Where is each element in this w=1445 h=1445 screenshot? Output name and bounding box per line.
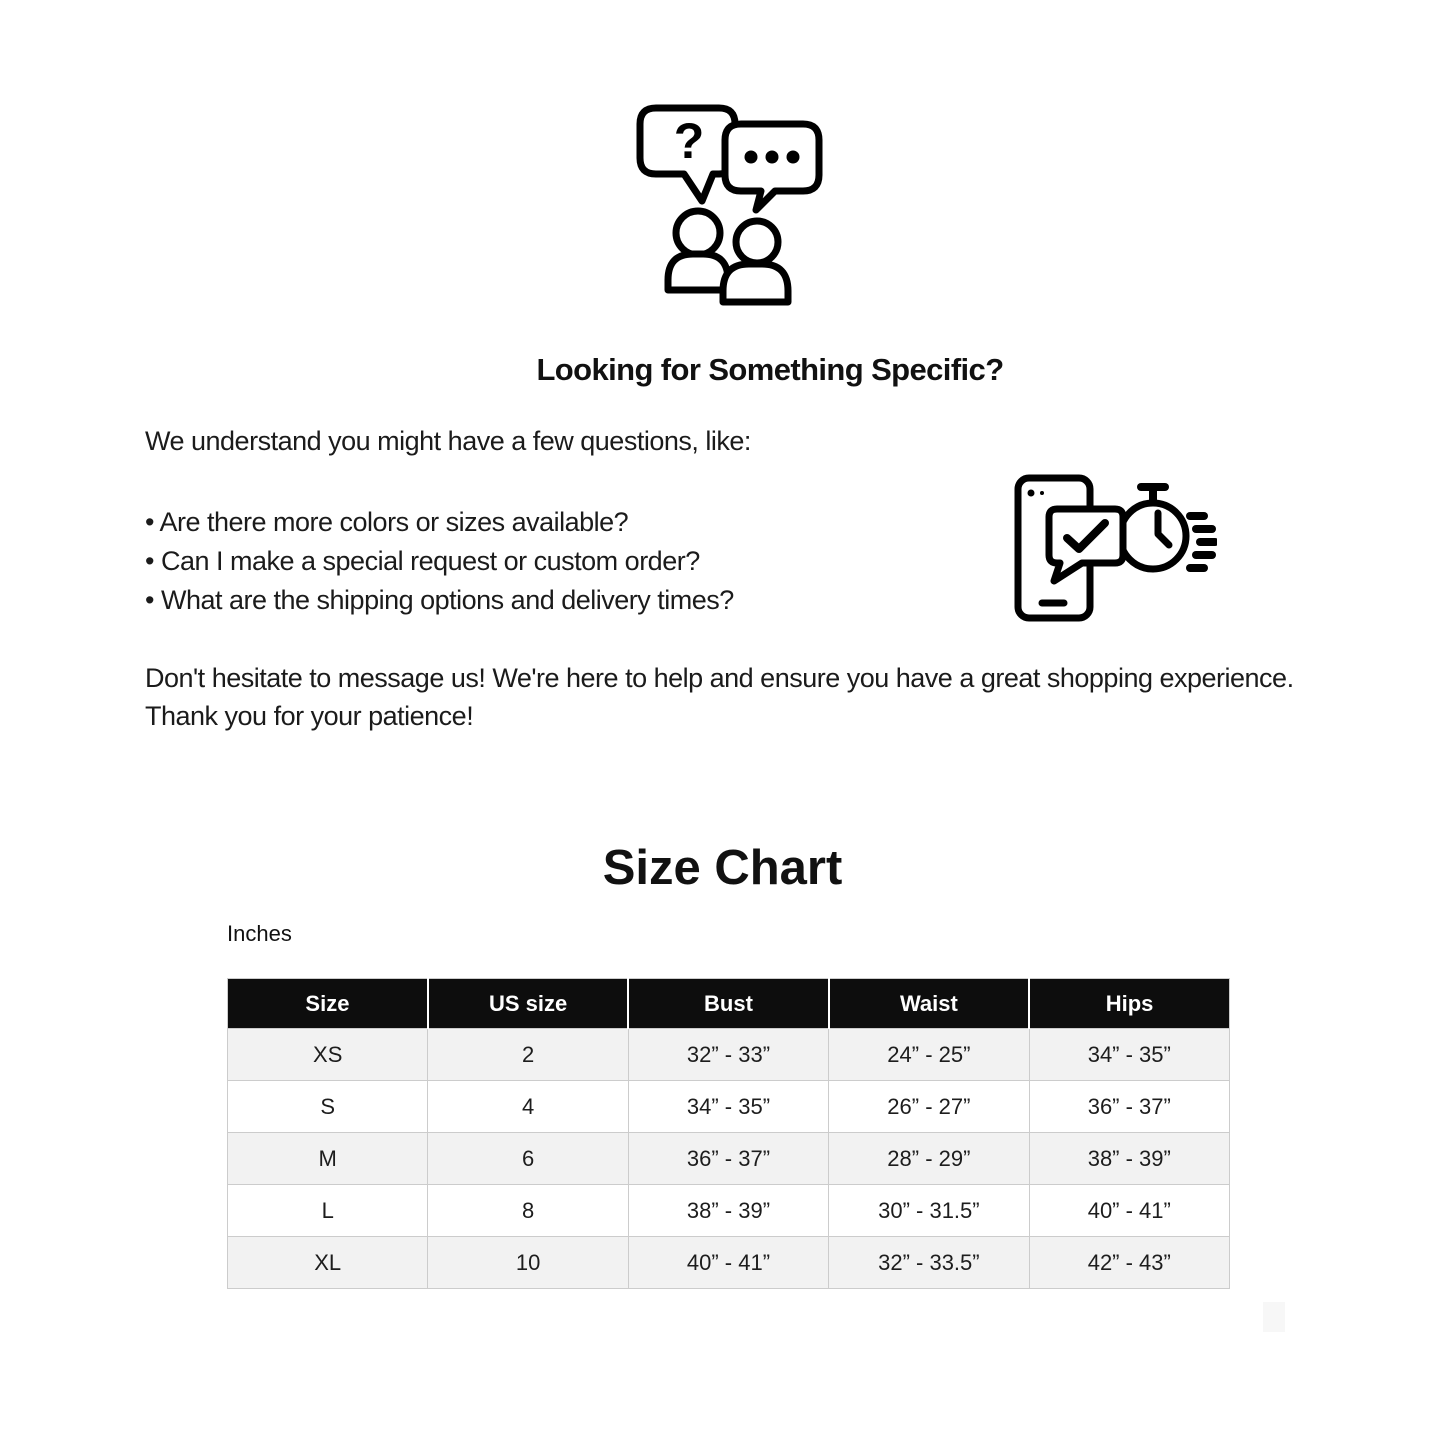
chat-question-icon bbox=[627, 96, 827, 308]
section-title: Looking for Something Specific? bbox=[536, 352, 1004, 387]
cell-waist: 32” - 33.5” bbox=[829, 1237, 1029, 1289]
units-label: Inches bbox=[227, 921, 292, 946]
table-header bbox=[228, 979, 1230, 1029]
table-row-l bbox=[228, 1185, 1230, 1237]
table-row-s bbox=[228, 1081, 1230, 1133]
cell-waist: 30” - 31.5” bbox=[829, 1185, 1029, 1237]
cell-size: L bbox=[228, 1185, 428, 1237]
cell-hips: 40” - 41” bbox=[1029, 1185, 1229, 1237]
question-bullet: • What are the shipping options and delivery times? bbox=[145, 585, 734, 615]
cell-bust: 32” - 33” bbox=[628, 1029, 828, 1081]
two-people-shape bbox=[668, 211, 788, 302]
cell-waist: 28” - 29” bbox=[829, 1133, 1029, 1185]
stopwatch-shape bbox=[1120, 487, 1215, 569]
cell-us: 6 bbox=[428, 1133, 628, 1185]
table-row-m bbox=[228, 1133, 1230, 1185]
column-header-waist: Waist bbox=[829, 979, 1029, 1029]
cell-us: 8 bbox=[428, 1185, 628, 1237]
column-header-size: Size bbox=[228, 979, 428, 1029]
question-bullet: • Can I make a special request or custom order? bbox=[145, 546, 700, 576]
cell-bust: 34” - 35” bbox=[628, 1081, 828, 1133]
cell-waist: 24” - 25” bbox=[829, 1029, 1029, 1081]
closing-text: Don't hesitate to message us! We're here to help and ensure you have a great shopping experience. Thank you for your patience! bbox=[145, 663, 1294, 731]
column-header-hips: Hips bbox=[1029, 979, 1229, 1029]
cell-size: XS bbox=[228, 1029, 428, 1081]
cell-hips: 38” - 39” bbox=[1029, 1133, 1229, 1185]
cell-us: 2 bbox=[428, 1029, 628, 1081]
column-header-bust: Bust bbox=[628, 979, 828, 1029]
column-header-us-size: US size bbox=[428, 979, 628, 1029]
cell-waist: 26” - 27” bbox=[829, 1081, 1029, 1133]
table-row-xs bbox=[228, 1029, 1230, 1081]
quick-reply-stopwatch-icon bbox=[1012, 472, 1217, 624]
intro-text: We understand you might have a few questions, like: bbox=[145, 426, 751, 456]
cell-hips: 42” - 43” bbox=[1029, 1237, 1229, 1289]
cell-bust: 36” - 37” bbox=[628, 1133, 828, 1185]
cell-size: M bbox=[228, 1133, 428, 1185]
ellipsis-dots bbox=[745, 151, 800, 164]
table-row-xl bbox=[228, 1237, 1230, 1289]
size-chart-title: Size Chart bbox=[602, 841, 843, 895]
question-bullet: • Are there more colors or sizes available? bbox=[145, 507, 629, 537]
cell-us: 10 bbox=[428, 1237, 628, 1289]
speed-lines bbox=[1190, 516, 1215, 568]
table-body bbox=[228, 1029, 1230, 1289]
cell-hips: 34” - 35” bbox=[1029, 1029, 1229, 1081]
cell-bust: 40” - 41” bbox=[628, 1237, 828, 1289]
size-chart-table bbox=[227, 978, 1230, 1289]
cell-bust: 38” - 39” bbox=[628, 1185, 828, 1237]
cell-size: S bbox=[228, 1081, 428, 1133]
header-row bbox=[228, 979, 1230, 1029]
faint-watermark bbox=[1263, 1302, 1285, 1332]
reply-bubble-shape bbox=[725, 124, 819, 210]
cell-size: XL bbox=[228, 1237, 428, 1289]
question-mark-glyph: ? bbox=[673, 113, 705, 169]
cell-us: 4 bbox=[428, 1081, 628, 1133]
cell-hips: 36” - 37” bbox=[1029, 1081, 1229, 1133]
